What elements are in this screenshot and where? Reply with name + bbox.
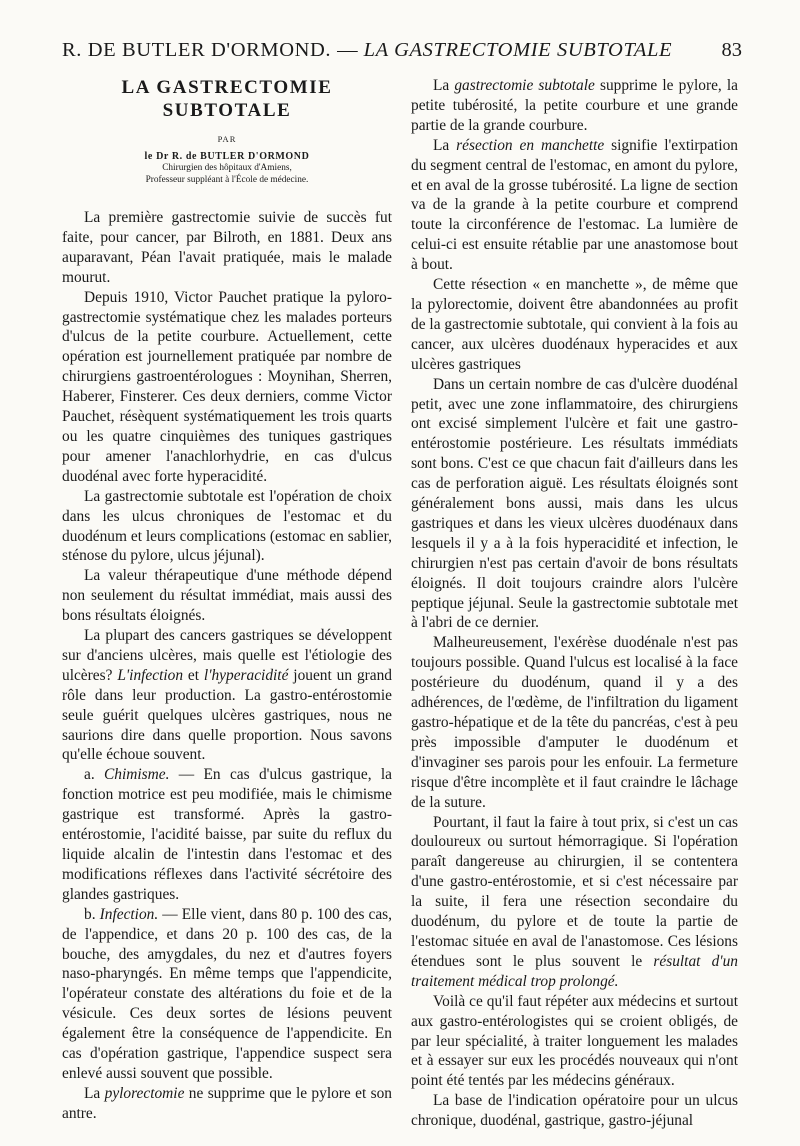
text-run: La xyxy=(433,77,455,94)
paragraph xyxy=(62,905,392,1084)
italic-run: L'infection xyxy=(117,666,184,684)
italic-run: Infection. xyxy=(99,905,159,923)
paragraph: La valeur thérapeutique d'une méthode dépend non seulement du résultat immédiat, mais aussi des bons résultats éloignés. xyxy=(62,567,392,625)
paragraph xyxy=(62,1084,392,1124)
text-run: signifie l'extirpation du segment central de l'estomac, en amont du pylore, et en aval de la grosse tubérosité. La ligne de section va de la grande à la petite courbure et comprend toute la circonférence de l'estomac. La lumière de celui-ci est ensuite rétablie par une anastomose bout à bout. xyxy=(411,136,738,274)
affiliation-line1: Chirurgien des hôpitaux d'Amiens, xyxy=(162,163,292,173)
page-number: 83 xyxy=(721,39,742,61)
text-run: — Elle vient, dans 80 p. 100 des cas, de l'appendice, et dans 20 p. 100 des cas, de la bouche, des amygdales, du nez et d'autres foyers naso-pharyngés. En même temps que l'appendicite, l'opérateur constate des altérations du foie et de la vésicule. Ces deux sortes de lésions peuvent également être la conséquence de l'appendicite. En cas d'opération gastrique, l'appendice suspect sera enlevé aussi souvent que possible. xyxy=(62,905,393,1082)
article-title-line2: SUBTOTALE xyxy=(162,100,292,121)
text-run: ne supprime que le pylore et son antre. xyxy=(62,1084,392,1122)
affiliation-line2: Professeur suppléant à l'École de médecine. xyxy=(145,174,309,185)
text-run: — En cas d'ulcus gastrique, la fonction motrice est peu modifiée, mais le chimisme gastrique est transformé. Après la gastro-entérostomie, l'acidité baisse, par suite du reflux du liquide alcalin de l'intestin dans l'estomac et des modifications réflexes dans l'activité sécrétoire des glandes gastriques. xyxy=(62,766,392,903)
text-run: La plupart des cancers gastriques se développent sur d'anciens ulcères, mais quelle est l'étiologie des ulcères? xyxy=(62,627,392,684)
paragraph: La base de l'indication opératoire pour un ulcus chronique, duodénal, gastrique, gastro-jéjunal xyxy=(411,1092,738,1130)
article-title xyxy=(62,76,392,122)
paragraph: La première gastrectomie suivie de succès fut faite, pour cancer, par Bilroth, en 1881. Deux ans auparavant, Péan l'avait pratiquée, mais le malade mourut. xyxy=(62,209,392,286)
header-author: R. DE BUTLER D'ORMOND. xyxy=(62,39,332,61)
affiliation xyxy=(62,163,392,186)
header-dash: — xyxy=(337,39,358,61)
text-run: La xyxy=(84,1084,105,1102)
paragraph: Cette résection « en manchette », de même que la pylorectomie, doivent être abandonnées au profit de la gastrectomie subtotale, qui convient à la fois au cancer, aux ulcères duodénaux hyperacides et aux ulcères gastriques xyxy=(411,276,738,373)
paragraph xyxy=(62,765,392,904)
italic-run: résection en manchette xyxy=(456,136,605,154)
text-run: supprime le pylore, la petite tubérosité, la petite courbure et une grande partie de la grande courbure. xyxy=(411,77,738,134)
list-label: b. xyxy=(84,905,100,923)
italic-run: résultat d'un traitement médical trop prolongé. xyxy=(411,952,738,990)
par-label: PAR xyxy=(217,134,237,144)
article-title-line1: LA GASTRECTOMIE xyxy=(121,77,333,98)
text-run: et xyxy=(183,666,204,684)
author-byline: le Dr R. de BUTLER D'ORMOND xyxy=(144,151,310,162)
italic-run: Chimisme. xyxy=(104,766,170,784)
right-column xyxy=(411,76,738,1131)
paragraph xyxy=(411,813,738,992)
paragraph: Depuis 1910, Victor Pauchet pratique la pyloro-gastrectomie systématique chez les malades porteurs d'ulcus de la petite courbure. Actuellement, cette opération est journellement pratiquée par nombre de chirurgiens gastroentérologues : Moynihan, Sherren, Haberer, Finsterer. Ces deux derniers, comme Victor Pauchet, résèquent systématiquement les trois quarts ou les quatre cinquièmes des tuniques gastriques pour amener l'anachlorhydrie, en cas d'ulcus duodénal avec forte hyperacidité. xyxy=(62,288,392,485)
paragraph: La gastrectomie subtotale est l'opération de choix dans les ulcus chroniques de l'estomac et du duodénum et leurs complications (estomac en sablier, sténose du pylore, ulcus jéjunal). xyxy=(62,487,392,565)
italic-run: pylorectomie xyxy=(104,1084,185,1102)
header-running-title: LA GASTRECTOMIE SUBTOTALE xyxy=(363,39,673,61)
left-column xyxy=(62,76,392,1124)
paragraph xyxy=(411,136,738,275)
paragraph: Dans un certain nombre de cas d'ulcère duodénal petit, avec une zone inflammatoire, des chirurgiens ont excisé simplement l'ulcère et fait une gastro-entérostomie postérieure. Les résultats immédiats sont bons. C'est ce que chacun fait d'ailleurs dans les cas de perforation aiguë. Les résultats éloignés sont généralement bons aussi, mais dans les ulcus gastriques et dans les vieux ulcères duodénaux dans lesquels il y a à la fois hyperacidité et infection, le chirurgien n'est pas certain d'avoir de bons résultats éloignés. Il doit toujours craindre alors l'ulcère peptique jéjunal. Seule la gastrectomie subtotale met à l'abri de ce dernier. xyxy=(411,375,738,632)
paragraph xyxy=(411,76,738,136)
italic-run: gastrectomie subtotale xyxy=(454,77,595,94)
text-run: jouent un grand rôle dans leur production. La gastro-entérostomie seule guérit quelques ulcères gastriques, nous ne saurions dire dans quelle proportion. Nous savons qu'elle échoue souvent. xyxy=(62,666,392,764)
paragraph: Voilà ce qu'il faut répéter aux médecins et surtout aux gastro-entérologistes qui se croient obligés, de par leur spécialité, à traiter longuement les malades et à essayer sur eux les procédés nouveaux qui n'ont point été tentés par les médecins généraux. xyxy=(411,992,738,1090)
text-run: La xyxy=(433,136,457,154)
list-label: a. xyxy=(84,766,105,784)
paragraph: Malheureusement, l'exérèse duodénale n'est pas toujours possible. Quand l'ulcus est localisé à la face postérieure du duodénum, quand il y a des adhérences, de l'œdème, de l'infiltration du ligament gastro-hépatique et de la tête du pancréas, c'est à peu près impossible d'amputer le duodénum et d'invaginer ses parois pour les enfouir. La fermeture risque d'être incomplète et il faut craindre le lâchage de la suture. xyxy=(411,634,738,811)
running-header xyxy=(62,38,742,62)
text-run: Pourtant, il faut la faire à tout prix, si c'est un cas douloureux ou surtout hémorragique. Si l'opération paraît dangereuse au chirurgien, il se contentera d'une gastro-entérostomie, et si c'est nécessaire par la suite, il fera une résection secondaire du duodénum, du pylore et de toute la partie de l'estomac située en aval de l'anastomose. Ces lésions étendues sont le plus souvent le xyxy=(411,813,738,970)
paragraph xyxy=(62,626,392,765)
italic-run: l'hyperacidité xyxy=(203,666,289,684)
